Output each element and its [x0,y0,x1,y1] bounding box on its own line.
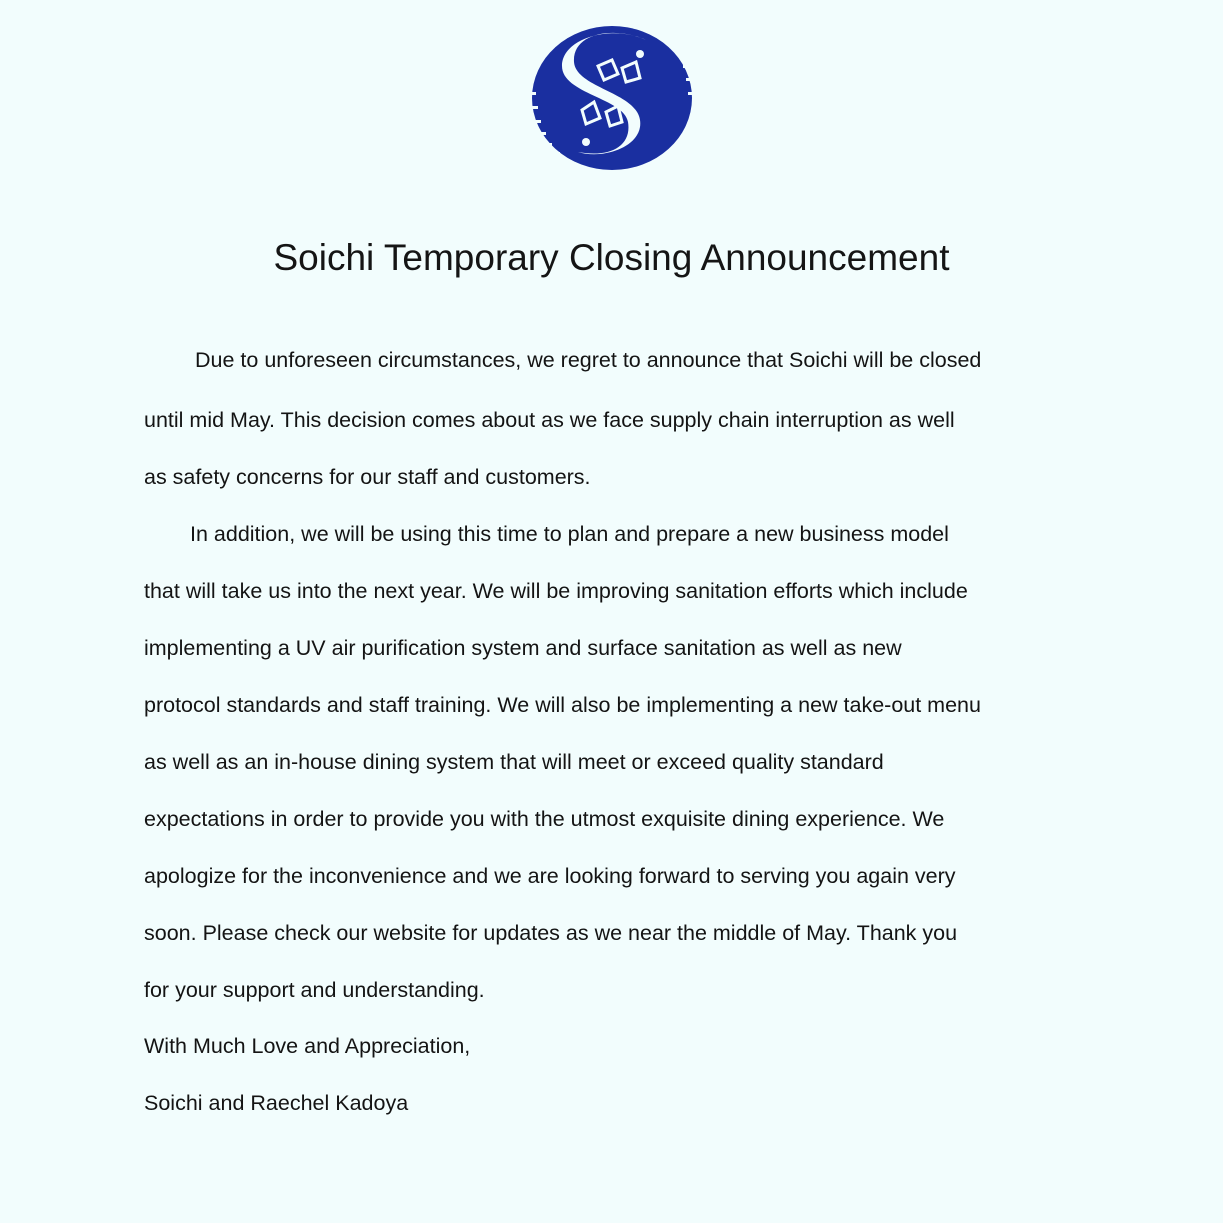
body-line-6: implementing a UV air purification system and surface sanitation as well as new [144,636,902,660]
body-line-3: as safety concerns for our staff and customers. [144,465,591,489]
body-line-2: until mid May. This decision comes about as we face supply chain interruption as well [144,408,955,432]
body-line-7: protocol standards and staff training. We will also be implementing a new take-out menu [144,693,981,717]
body-line-11: soon. Please check our website for updates as we near the middle of May. Thank you [144,921,958,945]
body-line-8: as well as an in-house dining system that will meet or exceed quality standard [144,750,884,774]
body-line-10: apologize for the inconvenience and we are looking forward to serving you again very [144,864,956,888]
body-line-4: In addition, we will be using this time to plan and prepare a new business model [190,522,949,546]
page-title: Soichi Temporary Closing Announcement [273,237,950,278]
body-line-1: Due to unforeseen circumstances, we regret to announce that Soichi will be closed [195,348,982,372]
soichi-logo [528,22,698,172]
closing-line: With Much Love and Appreciation, [144,1034,471,1058]
body-line-9: expectations in order to provide you with the utmost exquisite dining experience. We [144,807,945,831]
body-line-5: that will take us into the next year. We will be improving sanitation efforts which include [144,579,968,603]
signature-line: Soichi and Raechel Kadoya [144,1091,409,1115]
body-line-12: for your support and understanding. [144,978,485,1002]
